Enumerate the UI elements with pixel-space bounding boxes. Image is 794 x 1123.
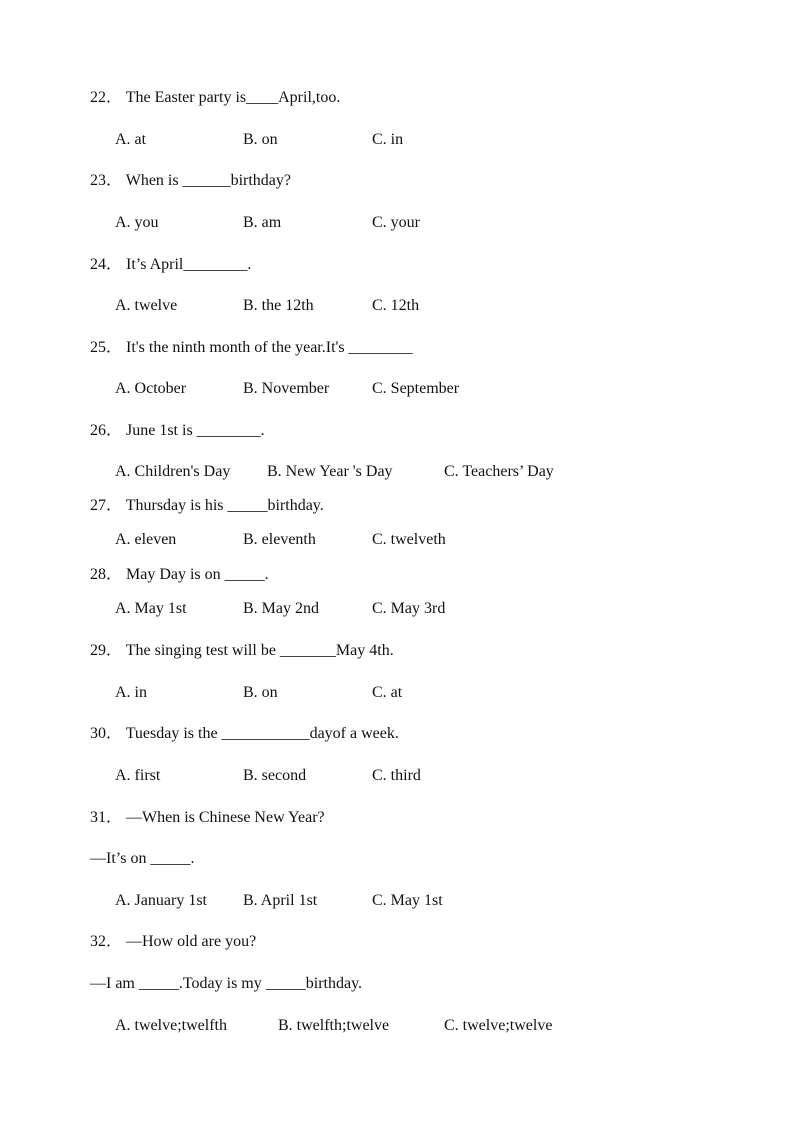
question-29-stem: 29． The singing test will be _______May 4th. — [90, 642, 394, 659]
question-30-option-a[interactable]: A. first — [115, 767, 161, 784]
question-32-option-a[interactable]: A. twelve;twelfth — [115, 1017, 227, 1034]
question-29-option-a[interactable]: A. in — [115, 684, 147, 701]
question-27-option-c[interactable]: C. twelveth — [372, 531, 446, 548]
question-30-option-c[interactable]: C. third — [372, 767, 421, 784]
question-26-option-c[interactable]: C. Teachers’ Day — [444, 463, 554, 480]
question-24-option-a[interactable]: A. twelve — [115, 297, 178, 314]
question-31-option-a[interactable]: A. January 1st — [115, 892, 207, 909]
question-27-stem: 27． Thursday is his _____birthday. — [90, 497, 324, 514]
question-22-stem: 22． The Easter party is____April,too. — [90, 89, 341, 106]
question-31-stem: 31． —When is Chinese New Year? — [90, 809, 325, 826]
question-23-stem: 23． When is ______birthday? — [90, 172, 292, 189]
question-32-answer-line: —I am _____.Today is my _____birthday. — [90, 975, 363, 992]
question-28-option-a[interactable]: A. May 1st — [115, 600, 187, 617]
question-23-option-c[interactable]: C. your — [372, 214, 420, 231]
question-32-option-c[interactable]: C. twelve;twelve — [444, 1017, 553, 1034]
question-26-option-a[interactable]: A. Children's Day — [115, 463, 231, 480]
question-24-stem: 24． It’s April________. — [90, 256, 252, 273]
question-31-option-b[interactable]: B. April 1st — [243, 892, 318, 909]
question-28-option-b[interactable]: B. May 2nd — [243, 600, 319, 617]
question-28-option-c[interactable]: C. May 3rd — [372, 600, 446, 617]
question-22-option-c[interactable]: C. in — [372, 131, 404, 148]
question-27-option-a[interactable]: A. eleven — [115, 531, 177, 548]
question-31-option-c[interactable]: C. May 1st — [372, 892, 443, 909]
question-26-option-b[interactable]: B. New Year 's Day — [267, 463, 393, 480]
question-32-stem: 32． —How old are you? — [90, 933, 257, 950]
question-29-option-b[interactable]: B. on — [243, 684, 278, 701]
question-24-option-c[interactable]: C. 12th — [372, 297, 420, 314]
question-28-stem: 28． May Day is on _____. — [90, 566, 269, 583]
question-29-option-c[interactable]: C. at — [372, 684, 403, 701]
question-30-stem: 30． Tuesday is the ___________dayof a week. — [90, 725, 399, 742]
question-32-option-b[interactable]: B. twelfth;twelve — [278, 1017, 390, 1034]
question-30-option-b[interactable]: B. second — [243, 767, 307, 784]
question-25-stem: 25． It's the ninth month of the year.It's ________ — [90, 339, 413, 356]
question-22-option-b[interactable]: B. on — [243, 131, 278, 148]
question-24-option-b[interactable]: B. the 12th — [243, 297, 314, 314]
question-25-option-b[interactable]: B. November — [243, 380, 330, 397]
question-31-answer-line: —It’s on _____. — [90, 850, 195, 867]
question-25-option-c[interactable]: C. September — [372, 380, 460, 397]
question-22-option-a[interactable]: A. at — [115, 131, 147, 148]
question-26-stem: 26． June 1st is ________. — [90, 422, 265, 439]
question-23-option-b[interactable]: B. am — [243, 214, 282, 231]
question-25-option-a[interactable]: A. October — [115, 380, 187, 397]
question-23-option-a[interactable]: A. you — [115, 214, 159, 231]
question-27-option-b[interactable]: B. eleventh — [243, 531, 316, 548]
